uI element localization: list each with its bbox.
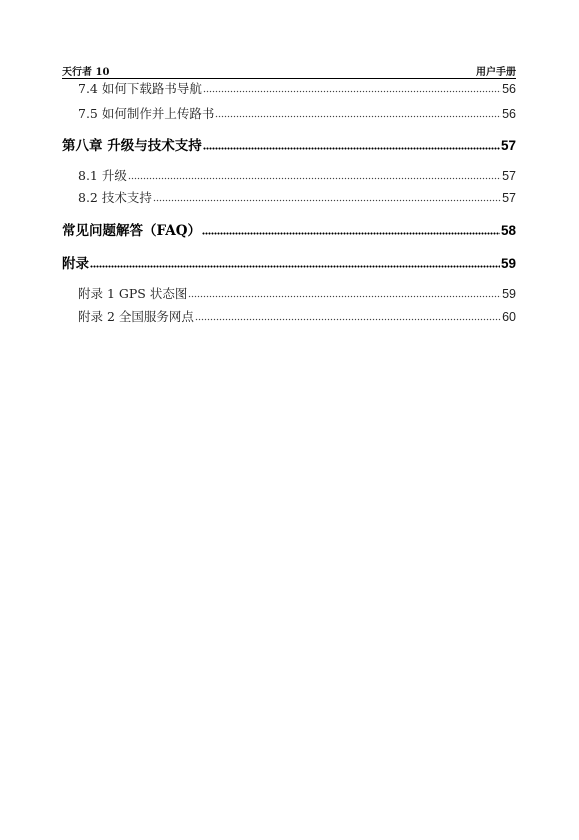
document-title: 天行者 10 xyxy=(62,67,110,78)
toc-entry-page: 59 xyxy=(500,256,516,271)
toc-entry-page: 57 xyxy=(500,138,516,153)
toc-entry-title: 附录 1 GPS 状态图 xyxy=(78,286,188,301)
toc-entry-page: 60 xyxy=(502,310,516,324)
toc-entry-chapter-8[interactable] xyxy=(62,136,516,154)
toc-entry-appendix[interactable] xyxy=(62,254,516,272)
toc-entry-appendix-2[interactable] xyxy=(78,307,516,325)
toc-entry-title: 7.4 如何下载路书导航 xyxy=(78,81,202,96)
toc-leader-dots xyxy=(203,89,501,93)
toc-leader-dots xyxy=(188,294,501,298)
toc-leader-dots xyxy=(203,146,500,150)
toc-entry-title: 8.1 升级 xyxy=(78,168,127,183)
toc-entry-7-5[interactable] xyxy=(78,104,516,122)
manual-label: 用户手册 xyxy=(476,67,516,78)
toc-entry-title: 附录 xyxy=(62,256,89,272)
toc-entry-page: 56 xyxy=(502,82,516,96)
toc-entry-title: 附录 2 全国服务网点 xyxy=(78,309,194,324)
toc-entry-title: 7.5 如何制作并上传路书 xyxy=(78,106,215,121)
toc-entry-page: 57 xyxy=(502,191,516,205)
toc-entry-7-4[interactable] xyxy=(78,79,516,97)
toc-entry-appendix-1[interactable] xyxy=(78,284,516,302)
toc-entry-title: 常见问题解答（FAQ） xyxy=(62,223,202,239)
toc-entry-page: 56 xyxy=(502,107,516,121)
page-header xyxy=(62,63,516,79)
toc-leader-dots xyxy=(215,114,501,118)
toc-entry-page: 58 xyxy=(500,223,516,238)
toc-leader-dots xyxy=(153,198,501,202)
toc-leader-dots xyxy=(90,264,500,268)
toc-leader-dots xyxy=(128,176,501,180)
toc-leader-dots xyxy=(202,231,500,235)
toc-entry-8-2[interactable] xyxy=(78,188,516,206)
toc-entry-title: 8.2 技术支持 xyxy=(78,190,152,205)
toc-entry-page: 59 xyxy=(502,287,516,301)
toc-entry-title: 第八章 升级与技术支持 xyxy=(62,138,202,154)
toc-entry-faq[interactable] xyxy=(62,221,516,239)
toc-entry-page: 57 xyxy=(502,169,516,183)
toc-entry-8-1[interactable] xyxy=(78,166,516,184)
toc-leader-dots xyxy=(195,317,501,321)
